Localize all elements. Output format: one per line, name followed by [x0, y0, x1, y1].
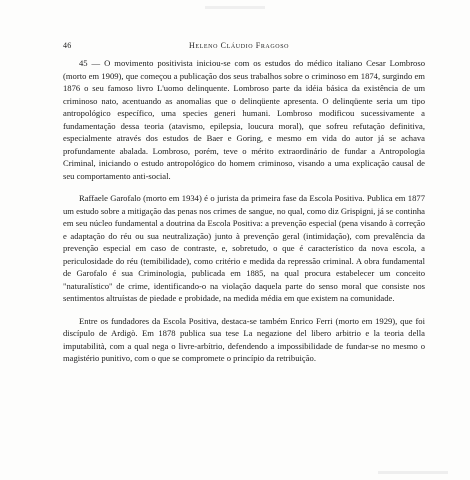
page-header — [63, 41, 423, 53]
running-title: Heleno Cláudio Fragoso — [189, 41, 290, 50]
page-number: 46 — [63, 41, 72, 50]
paragraph-garofalo: Raffaele Garofalo (morto em 1934) é o jurista da primeira fase da Escola Positiva. Publica em 1877 um estudo sobre a mitigação das penas nos crimes de sangue, no qual, como diz Grispigni, já se continha em seu núcleo fundamental a doutrina da Escola Positiva: a prevenção especial (pena visando à correção e adaptação do réu ou sua neutralização) junto à prevenção geral (intimidação), com prevalência da prevenção especial em caso de contraste, e, sobretudo, o que é característico da nova escola, a periculosidade do réu (temibilidade), como critério e medida da repressão criminal. A obra fundamental de Garofalo é sua Criminologia, publicada em 1885, na qual procura estabelecer um conceito "naturalístico" de crime, identificando-o na violação daquela parte do senso moral que consiste nos sentimentos altruístas de piedade e probidade, na medida média em que existem na comunidade. — [63, 193, 425, 303]
paragraph-ferri: Entre os fundadores da Escola Positiva, destaca-se também Enrico Ferri (morto em 1929), que foi discípulo de Ardigò. Em 1878 publica sua tese La negazione del libero arbitrio e la teoria della imputabilità, com a qual nega o livre-arbítrio, defendendo a impossibilidade de fundar-se no mesmo o magistério punitivo, com o que se compromete o princípio da retribuição. — [63, 315, 425, 363]
scan-artifact-bottom — [378, 471, 448, 474]
paragraph-lombroso: 45 — O movimento positivista iniciou-se com os estudos do médico italiano Cesar Lombroso (morto em 1909), que começou a publicação dos seus trabalhos sobre o criminoso em 1874, surgindo em 1876 o seu famoso livro L'uomo delinquente. Lombroso parte da idéia básica da existência de um criminoso nato, acentuando as anomalias que o delinqüente apresenta. O delinqüente seria um tipo antropológico específico, uma species generi humani. Lombroso modificou sucessivamente a fundamentação dessa teoria (atavismo, epilepsia, loucura moral), que sofreu refutação definitiva, especialmente através dos estudos de Baer e Goring, e mesmo em vida do autor já se achava profundamente abalada. Lombroso, porém, teve o mérito extraordinário de fundar a Antropologia Criminal, iniciando o estudo antropológico do homem criminoso, visando a uma explicação causal de seu comportamento anti-social. — [63, 58, 425, 181]
body-text — [63, 57, 425, 365]
scan-artifact-top — [205, 6, 265, 9]
